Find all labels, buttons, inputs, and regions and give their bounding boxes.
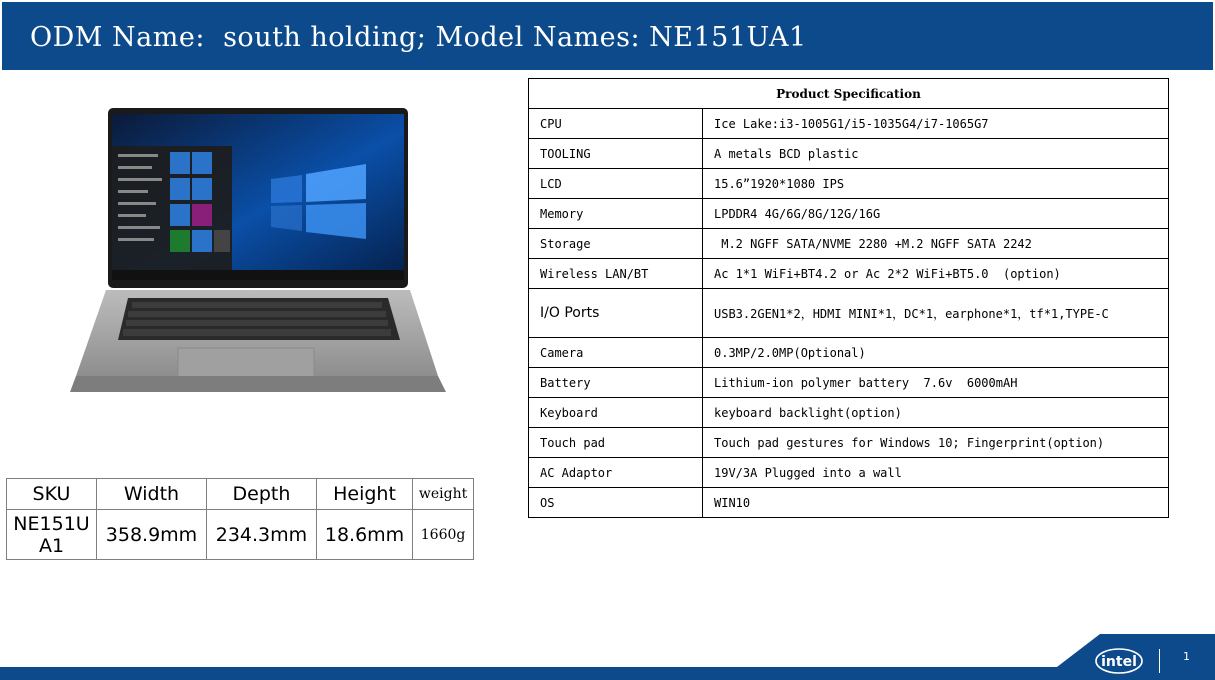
depth-header: Depth (206, 479, 316, 510)
spec-value: 0.3MP/2.0MP(Optional) (703, 338, 1169, 368)
footer-separator (1159, 649, 1160, 673)
spec-key: I/O Ports (529, 289, 703, 338)
weight-value: 1660g (413, 510, 474, 560)
spec-row (529, 289, 1169, 338)
spec-key: Wireless LAN/BT (529, 259, 703, 289)
spec-key: Storage (529, 229, 703, 259)
depth-value: 234.3mm (206, 510, 316, 560)
height-value: 18.6mm (316, 510, 412, 560)
width-value: 358.9mm (97, 510, 207, 560)
page-number: 1 (1183, 650, 1190, 663)
dimensions-value-row (7, 510, 474, 560)
spec-row (529, 259, 1169, 289)
spec-row (529, 139, 1169, 169)
spec-key: AC Adaptor (529, 458, 703, 488)
spec-value: Touch pad gestures for Windows 10; Fingerprint(option) (703, 428, 1169, 458)
laptop-image (66, 104, 450, 400)
dimensions-header-row (7, 479, 474, 510)
spec-value: keyboard backlight(option) (703, 398, 1169, 428)
sku-header: SKU (7, 479, 97, 510)
footer-stripe (0, 667, 1215, 680)
spec-row (529, 458, 1169, 488)
spec-value: 15.6”1920*1080 IPS (703, 169, 1169, 199)
width-header: Width (97, 479, 207, 510)
spec-value: A metals BCD plastic (703, 139, 1169, 169)
spec-key: Memory (529, 199, 703, 229)
spec-key: Battery (529, 368, 703, 398)
spec-row (529, 169, 1169, 199)
spec-value: USB3.2GEN1*2，HDMI MINI*1，DC*1，earphone*1，tf*1,TYPE-C (703, 289, 1169, 338)
spec-key: Touch pad (529, 428, 703, 458)
spec-key: CPU (529, 109, 703, 139)
spec-key: OS (529, 488, 703, 518)
spec-row (529, 229, 1169, 259)
dimensions-table (6, 478, 474, 560)
spec-value: WIN10 (703, 488, 1169, 518)
spec-value: 19V/3A Plugged into a wall (703, 458, 1169, 488)
spec-row (529, 368, 1169, 398)
spec-value: M.2 NGFF SATA/NVME 2280 +M.2 NGFF SATA 2242 (703, 229, 1169, 259)
page-title: ODM Name: south holding; Model Names: NE151UA1 (30, 22, 807, 53)
intel-logo (1094, 646, 1144, 676)
svg-text:intel: intel (1101, 654, 1137, 670)
spec-row (529, 199, 1169, 229)
spec-title: Product Specification (529, 79, 1169, 109)
spec-row (529, 398, 1169, 428)
spec-value: Lithium-ion polymer battery 7.6v 6000mAH (703, 368, 1169, 398)
spec-title-row (529, 79, 1169, 109)
title-bar (2, 2, 1213, 70)
spec-key: Keyboard (529, 398, 703, 428)
spec-key: Camera (529, 338, 703, 368)
sku-value: NE151UA1 (7, 510, 97, 560)
spec-row (529, 428, 1169, 458)
spec-row (529, 338, 1169, 368)
spec-table (528, 78, 1169, 518)
height-header: Height (316, 479, 412, 510)
spec-key: LCD (529, 169, 703, 199)
spec-value: Ice Lake:i3-1005G1/i5-1035G4/i7-1065G7 (703, 109, 1169, 139)
spec-key: TOOLING (529, 139, 703, 169)
spec-row (529, 488, 1169, 518)
weight-header: weight (413, 479, 474, 510)
spec-row (529, 109, 1169, 139)
spec-value: LPDDR4 4G/6G/8G/12G/16G (703, 199, 1169, 229)
spec-value: Ac 1*1 WiFi+BT4.2 or Ac 2*2 WiFi+BT5.0 (option) (703, 259, 1169, 289)
